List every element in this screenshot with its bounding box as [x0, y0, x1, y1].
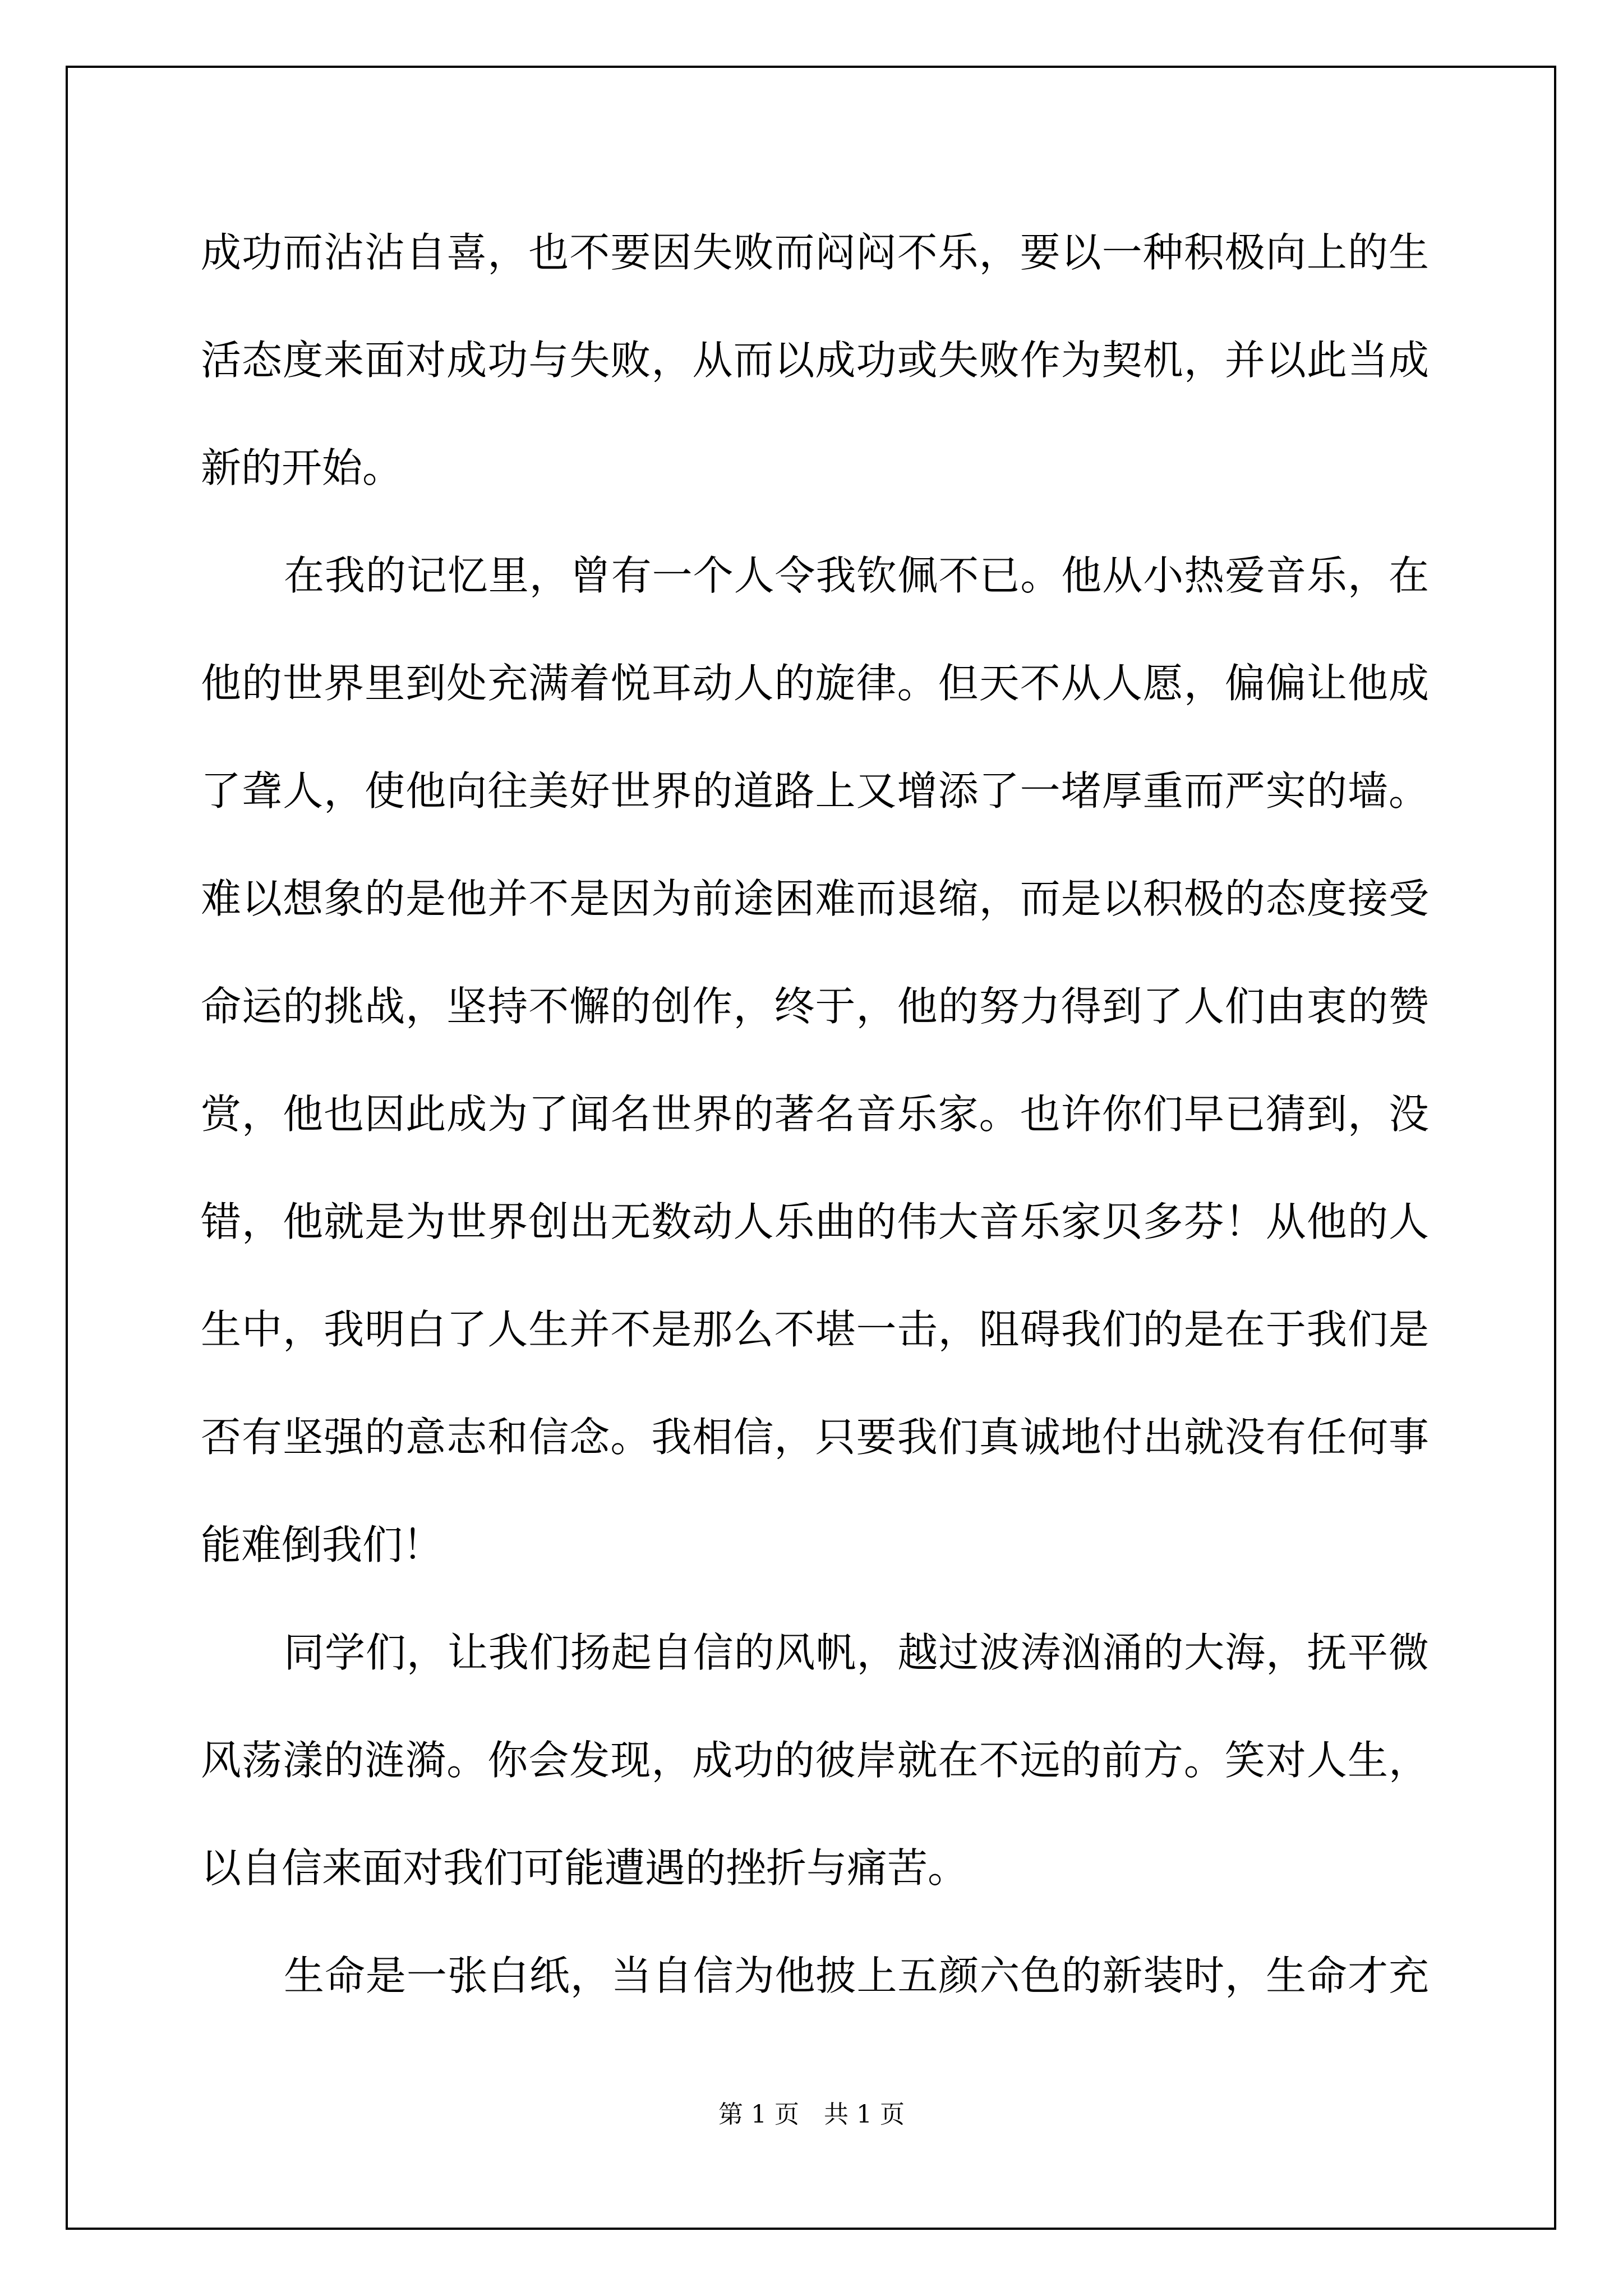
text-line: 赏，他也因此成为了闻名世界的著名音乐家。也许你们早已猜到，没 — [201, 1091, 1429, 1138]
text-line: 他的世界里到处充满着悦耳动人的旋律。但天不从人愿，偏偏让他成 — [201, 660, 1429, 707]
text-line: 新的开始。 — [201, 444, 403, 491]
text-line: 风荡漾的涟漪。你会发现，成功的彼岸就在不远的前方。笑对人生， — [201, 1737, 1429, 1784]
text-line: 活态度来面对成功与失败，从而以成功或失败作为契机，并以此当成 — [201, 337, 1429, 384]
text-line: 否有坚强的意志和信念。我相信，只要我们真诚地付出就没有任何事 — [201, 1414, 1429, 1461]
text-line: 错，他就是为世界创出无数动人乐曲的伟大音乐家贝多芬！从他的人 — [201, 1198, 1429, 1245]
paragraph-first-line: 在我的记忆里，曾有一个人令我钦佩不已。他从小热爱音乐，在 — [284, 552, 1429, 599]
paragraph-first-line: 生命是一张白纸，当自信为他披上五颜六色的新装时，生命才充 — [284, 1952, 1429, 1999]
text-line: 了聋人，使他向往美好世界的道路上又增添了一堵厚重而严实的墙。 — [201, 767, 1429, 815]
text-line: 生中，我明白了人生并不是那么不堪一击，阻碍我们的是在于我们是 — [201, 1306, 1429, 1353]
text-line: 成功而沾沾自喜，也不要因失败而闷闷不乐，要以一种积极向上的生 — [201, 229, 1429, 276]
text-line: 能难倒我们！ — [201, 1521, 444, 1568]
text-line: 以自信来面对我们可能遭遇的挫折与痛苦。 — [201, 1844, 969, 1892]
page-number-footer: 第 1 页 共 1 页 — [718, 2100, 905, 2129]
paragraph-first-line: 同学们，让我们扬起自信的风帆，越过波涛汹涌的大海，抚平微 — [284, 1629, 1429, 1676]
text-line: 难以想象的是他并不是因为前途困难而退缩，而是以积极的态度接受 — [201, 875, 1429, 922]
text-line: 命运的挑战，坚持不懈的创作，终于，他的努力得到了人们由衷的赞 — [201, 983, 1429, 1030]
